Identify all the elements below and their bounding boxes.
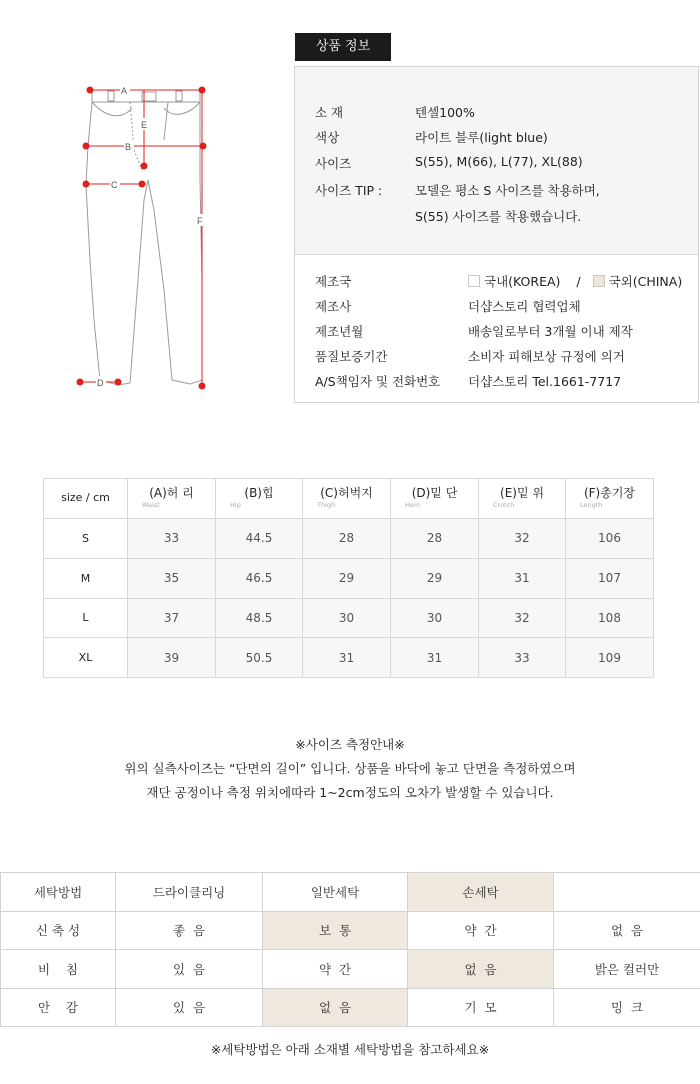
- notice-line: 재단 공정이나 측정 위치에따라 1~2cm정도의 오차가 발생할 수 있습니다.: [146, 785, 554, 800]
- table-cell: 31: [479, 558, 566, 598]
- table-cell: 30: [391, 598, 479, 638]
- care-option: [554, 873, 700, 912]
- care-option: 없 음: [408, 950, 554, 989]
- column-header-en: Thigh: [317, 501, 336, 510]
- care-label: 비 침: [1, 950, 116, 989]
- care-option: 없 음: [554, 911, 700, 950]
- label-c: C: [111, 180, 118, 190]
- table-row: [44, 638, 654, 678]
- care-option: 좋 음: [116, 911, 263, 950]
- table-cell: 29: [303, 558, 391, 598]
- size-unit-header: size / cm: [44, 479, 128, 519]
- care-option: 손세탁: [408, 873, 554, 912]
- column-header-ko: (F)총기장: [583, 486, 636, 501]
- table-cell: 30: [303, 598, 391, 638]
- care-option: 약 간: [408, 911, 554, 950]
- column-header-en: Waist: [142, 501, 160, 510]
- label-f: F: [197, 216, 203, 226]
- spec-value: 라이트 블루(light blue): [415, 130, 548, 145]
- spec-key: 사이즈 TIP :: [315, 183, 383, 198]
- table-cell: 48.5: [216, 598, 303, 638]
- column-header-ko: (E)밑 위: [500, 486, 544, 501]
- origin-korea-checkbox: [468, 275, 480, 287]
- table-row: [44, 519, 654, 559]
- label-a: A: [121, 86, 128, 96]
- column-header: [128, 479, 216, 519]
- table-cell: 31: [391, 638, 479, 678]
- care-label: 신 축 성: [1, 911, 116, 950]
- care-option: 있 음: [116, 950, 263, 989]
- care-row: [1, 950, 700, 989]
- table-cell: 29: [391, 558, 479, 598]
- column-header-en: Length: [580, 501, 603, 510]
- table-cell: 39: [128, 638, 216, 678]
- spec-key: 소 재: [315, 105, 344, 120]
- care-table: [0, 872, 700, 1027]
- table-cell: 106: [566, 519, 654, 559]
- table-cell: 28: [303, 519, 391, 559]
- size-label: S: [44, 519, 128, 559]
- origin-separator: /: [576, 274, 581, 289]
- spec-value: 모델은 평소 S 사이즈를 착용하며,: [415, 183, 600, 198]
- mfg-value: 배송일로부터 3개월 이내 제작: [468, 324, 633, 339]
- notice-title: ※사이즈 측정안내※: [295, 737, 405, 752]
- product-spec-panel: [295, 67, 698, 255]
- care-label: 안 감: [1, 988, 116, 1027]
- product-info-box: [294, 66, 699, 403]
- origin-china-label: 국외(CHINA): [608, 274, 683, 289]
- spec-value: 텐셀100%: [415, 105, 475, 120]
- table-cell: 46.5: [216, 558, 303, 598]
- mfg-key: 제조국: [315, 274, 352, 289]
- care-option: 밝은 컬러만: [554, 950, 700, 989]
- table-cell: 107: [566, 558, 654, 598]
- table-row: [44, 558, 654, 598]
- table-cell: 35: [128, 558, 216, 598]
- mfg-key: 제조년월: [315, 324, 364, 339]
- table-cell: 28: [391, 519, 479, 559]
- care-option: 밍 크: [554, 988, 700, 1027]
- column-header: [303, 479, 391, 519]
- care-option: 있 음: [116, 988, 263, 1027]
- notice-line: 위의 실측사이즈는 “단면의 길이” 입니다. 상품을 바닥에 놓고 단면을 측정하였으며: [124, 761, 576, 776]
- column-header-ko: (C)허벅지: [320, 486, 373, 501]
- label-b: B: [125, 142, 132, 152]
- measurement-labels: [96, 84, 206, 388]
- spec-value: S(55), M(66), L(77), XL(88): [415, 154, 583, 169]
- origin-china-checkbox: [593, 275, 605, 287]
- mfg-key: 품질보증기간: [315, 349, 388, 364]
- column-header-ko: (A)허 리: [149, 486, 194, 501]
- care-option: 약 간: [263, 950, 408, 989]
- table-cell: 33: [479, 638, 566, 678]
- column-header-ko: (D)밑 단: [411, 486, 458, 501]
- product-info-tab: 상품 정보: [295, 33, 391, 61]
- column-header: [216, 479, 303, 519]
- column-header-en: Hem: [405, 501, 421, 510]
- table-cell: 31: [303, 638, 391, 678]
- pants-measurement-diagram: [72, 80, 222, 400]
- table-cell: 108: [566, 598, 654, 638]
- label-d: D: [97, 378, 104, 388]
- column-header: [391, 479, 479, 519]
- column-header: [566, 479, 654, 519]
- table-cell: 32: [479, 598, 566, 638]
- care-option: 드라이클리닝: [116, 873, 263, 912]
- size-label: XL: [44, 638, 128, 678]
- size-table: [43, 478, 654, 678]
- mfg-key: 제조사: [315, 299, 352, 314]
- care-row: [1, 873, 700, 912]
- care-option: 기 모: [408, 988, 554, 1027]
- care-footer-note: ※세탁방법은 아래 소재별 세탁방법을 참고하세요※: [210, 1042, 490, 1057]
- table-row: [44, 598, 654, 638]
- size-label: L: [44, 598, 128, 638]
- size-table-header: [44, 479, 654, 519]
- care-option: 일반세탁: [263, 873, 408, 912]
- care-row: [1, 911, 700, 950]
- care-row: [1, 988, 700, 1027]
- mfg-key: A/S책임자 및 전화번호: [315, 374, 441, 389]
- table-cell: 37: [128, 598, 216, 638]
- table-cell: 44.5: [216, 519, 303, 559]
- table-cell: 32: [479, 519, 566, 559]
- spec-key: 사이즈: [315, 156, 352, 171]
- spec-key: 색상: [315, 130, 340, 145]
- care-option: 보 통: [263, 911, 408, 950]
- column-header: [479, 479, 566, 519]
- mfg-value: 더샵스토리 협력업체: [468, 299, 581, 314]
- mfg-value: 소비자 피해보상 규정에 의거: [468, 349, 625, 364]
- size-label: M: [44, 558, 128, 598]
- spec-value: S(55) 사이즈를 착용했습니다.: [415, 209, 582, 224]
- mfg-value: 더샵스토리 Tel.1661-7717: [468, 374, 622, 389]
- table-cell: 33: [128, 519, 216, 559]
- care-option: 없 음: [263, 988, 408, 1027]
- table-cell: 109: [566, 638, 654, 678]
- origin-korea-label: 국내(KOREA): [484, 274, 561, 289]
- origin-options: [468, 272, 682, 290]
- table-cell: 50.5: [216, 638, 303, 678]
- label-e: E: [141, 120, 148, 130]
- size-measurement-notice: [0, 733, 700, 805]
- column-header-en: Crotch: [493, 501, 515, 510]
- column-header-ko: (B)힙: [244, 486, 274, 501]
- care-label: 세탁방법: [1, 873, 116, 912]
- column-header-en: Hip: [230, 501, 241, 510]
